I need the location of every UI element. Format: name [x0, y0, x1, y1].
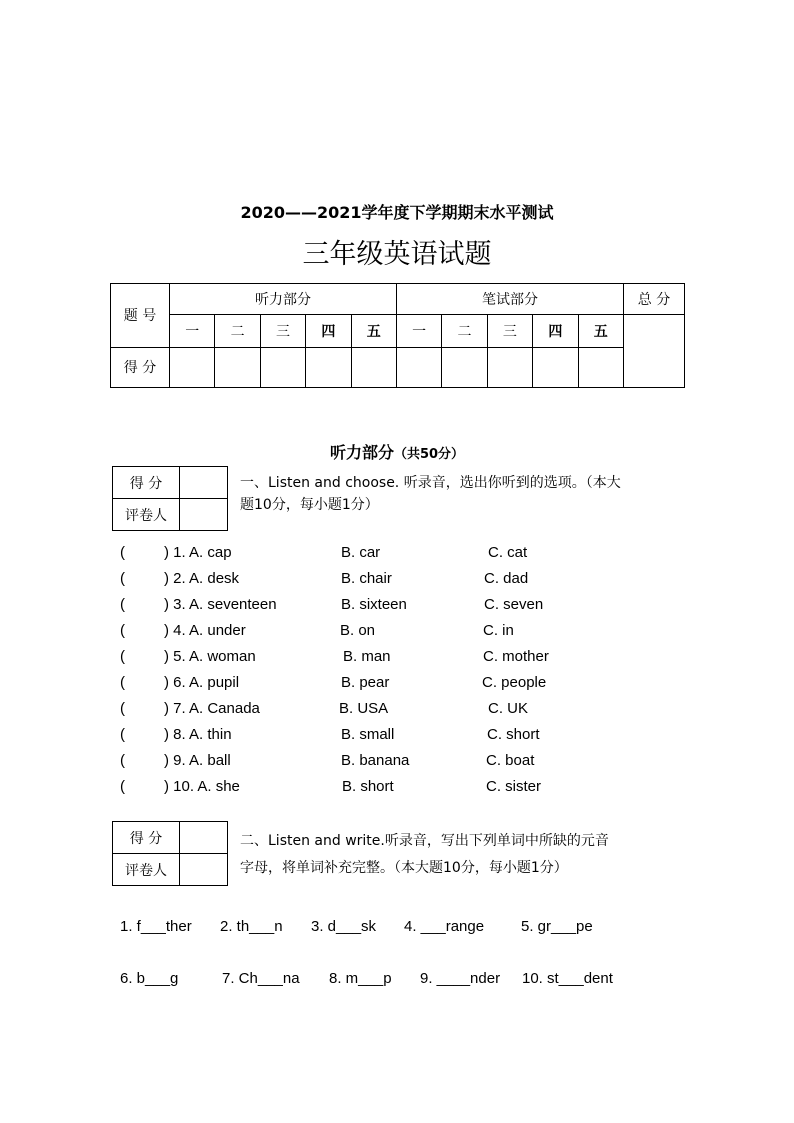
num-cell: 四: [533, 315, 578, 347]
answer-paren[interactable]: (: [120, 700, 125, 717]
score-cell[interactable]: [442, 347, 487, 387]
num-cell: 二: [442, 315, 487, 347]
grader-name-label: 评卷人: [113, 854, 180, 886]
num-cell: 一: [170, 315, 215, 347]
option-a: ) 4. A. under: [164, 622, 246, 639]
score-cell[interactable]: [215, 347, 260, 387]
grader-score-cell[interactable]: [180, 467, 228, 499]
num-cell: 二: [215, 315, 260, 347]
option-c: C. dad: [484, 570, 529, 587]
fill-item[interactable]: 6. b___g: [120, 970, 179, 987]
option-b: B. man: [343, 648, 391, 665]
answer-paren[interactable]: (: [120, 544, 125, 561]
num-cell: 四: [306, 315, 351, 347]
tihao-label: 题 号: [111, 284, 170, 348]
grader-box-1: [112, 466, 228, 531]
score-cell[interactable]: [487, 347, 532, 387]
num-cell: 一: [396, 315, 441, 347]
score-cell[interactable]: [578, 347, 623, 387]
fill-item[interactable]: 4. ___range: [404, 918, 485, 935]
listening-header: 听力部分: [170, 284, 397, 315]
option-a: ) 8. A. thin: [164, 726, 232, 743]
section-title: [0, 440, 794, 463]
option-a: ) 5. A. woman: [164, 648, 256, 665]
exam-title: 2020——2021学年度下学期期末水平测试: [240, 203, 554, 222]
option-b: B. USA: [339, 700, 389, 717]
option-b: B. small: [341, 726, 395, 743]
option-b: B. banana: [341, 752, 410, 769]
fill-item[interactable]: 9. ____nder: [420, 970, 501, 987]
option-c: C. seven: [484, 596, 544, 613]
option-b: B. car: [341, 544, 381, 561]
option-c: C. sister: [486, 778, 542, 795]
num-cell: 三: [487, 315, 532, 347]
grader-box-2: [112, 821, 228, 886]
grader-name-cell[interactable]: [180, 499, 228, 531]
answer-paren[interactable]: (: [120, 726, 125, 743]
fill-item[interactable]: 8. m___p: [329, 970, 392, 987]
num-cell: 五: [578, 315, 623, 347]
option-a: ) 7. A. Canada: [164, 700, 260, 717]
score-cell[interactable]: [306, 347, 351, 387]
answer-paren[interactable]: (: [120, 622, 125, 639]
option-b: B. short: [342, 778, 394, 795]
option-b: B. pear: [341, 674, 390, 691]
grader-name-label: 评卷人: [113, 499, 180, 531]
option-c: C. people: [482, 674, 547, 691]
option-b: B. chair: [341, 570, 392, 587]
answer-paren[interactable]: (: [120, 752, 125, 769]
fill-item[interactable]: 5. gr___pe: [521, 918, 593, 935]
option-a: ) 10. A. she: [164, 778, 240, 795]
option-a: ) 2. A. desk: [164, 570, 240, 587]
option-c: C. short: [487, 726, 540, 743]
score-table: [110, 283, 685, 388]
fill-item[interactable]: 10. st___dent: [522, 970, 613, 987]
num-cell: 三: [260, 315, 305, 347]
exam-subtitle: 三年级英语试题: [302, 239, 492, 270]
defen-label: 得 分: [111, 347, 170, 387]
option-c: C. in: [483, 622, 514, 639]
part1-instruction: [240, 472, 690, 516]
option-c: C. boat: [486, 752, 535, 769]
total-score-cell[interactable]: [624, 315, 685, 388]
fill-item[interactable]: 2. th___n: [220, 918, 283, 935]
section-points: （共50分）: [393, 447, 465, 462]
option-a: ) 3. A. seventeen: [164, 596, 277, 613]
part2-instruction-line1: 二、Listen and write.听录音，写出下列单词中所缺的元音: [240, 833, 609, 849]
total-header: 总 分: [624, 284, 685, 315]
writing-header: 笔试部分: [396, 284, 623, 315]
fill-item[interactable]: 7. Ch___na: [222, 970, 300, 987]
option-a: ) 6. A. pupil: [164, 674, 240, 691]
part2-instruction: [240, 828, 690, 882]
grader-name-cell[interactable]: [180, 854, 228, 886]
answer-paren[interactable]: (: [120, 570, 125, 587]
grader-score-cell[interactable]: [180, 822, 228, 854]
score-cell[interactable]: [533, 347, 578, 387]
part2-instruction-line2: 字母，将单词补充完整。（本大题10分，每小题1分）: [240, 860, 568, 876]
answer-paren[interactable]: (: [120, 596, 125, 613]
option-a: ) 9. A. ball: [164, 752, 231, 769]
option-c: C. cat: [488, 544, 528, 561]
option-b: B. on: [340, 622, 376, 639]
score-cell[interactable]: [396, 347, 441, 387]
option-c: C. UK: [488, 700, 529, 717]
score-cell[interactable]: [260, 347, 305, 387]
answer-paren[interactable]: (: [120, 674, 125, 691]
score-cell[interactable]: [170, 347, 215, 387]
num-cell: 五: [351, 315, 396, 347]
fill-item[interactable]: 1. f___ther: [120, 918, 192, 935]
grader-score-label: 得 分: [113, 467, 180, 499]
option-c: C. mother: [483, 648, 549, 665]
score-cell[interactable]: [351, 347, 396, 387]
answer-paren[interactable]: (: [120, 648, 125, 665]
option-a: ) 1. A. cap: [164, 544, 232, 561]
section-title-text: 听力部分: [329, 443, 394, 462]
answer-paren[interactable]: (: [120, 778, 125, 795]
part1-instruction-line1: 一、Listen and choose. 听录音，选出你听到的选项。（本大: [240, 475, 621, 491]
fill-item[interactable]: 3. d___sk: [311, 918, 377, 935]
part1-instruction-line2: 题10分，每小题1分）: [240, 497, 379, 513]
grader-score-label: 得 分: [113, 822, 180, 854]
option-b: B. sixteen: [341, 596, 407, 613]
